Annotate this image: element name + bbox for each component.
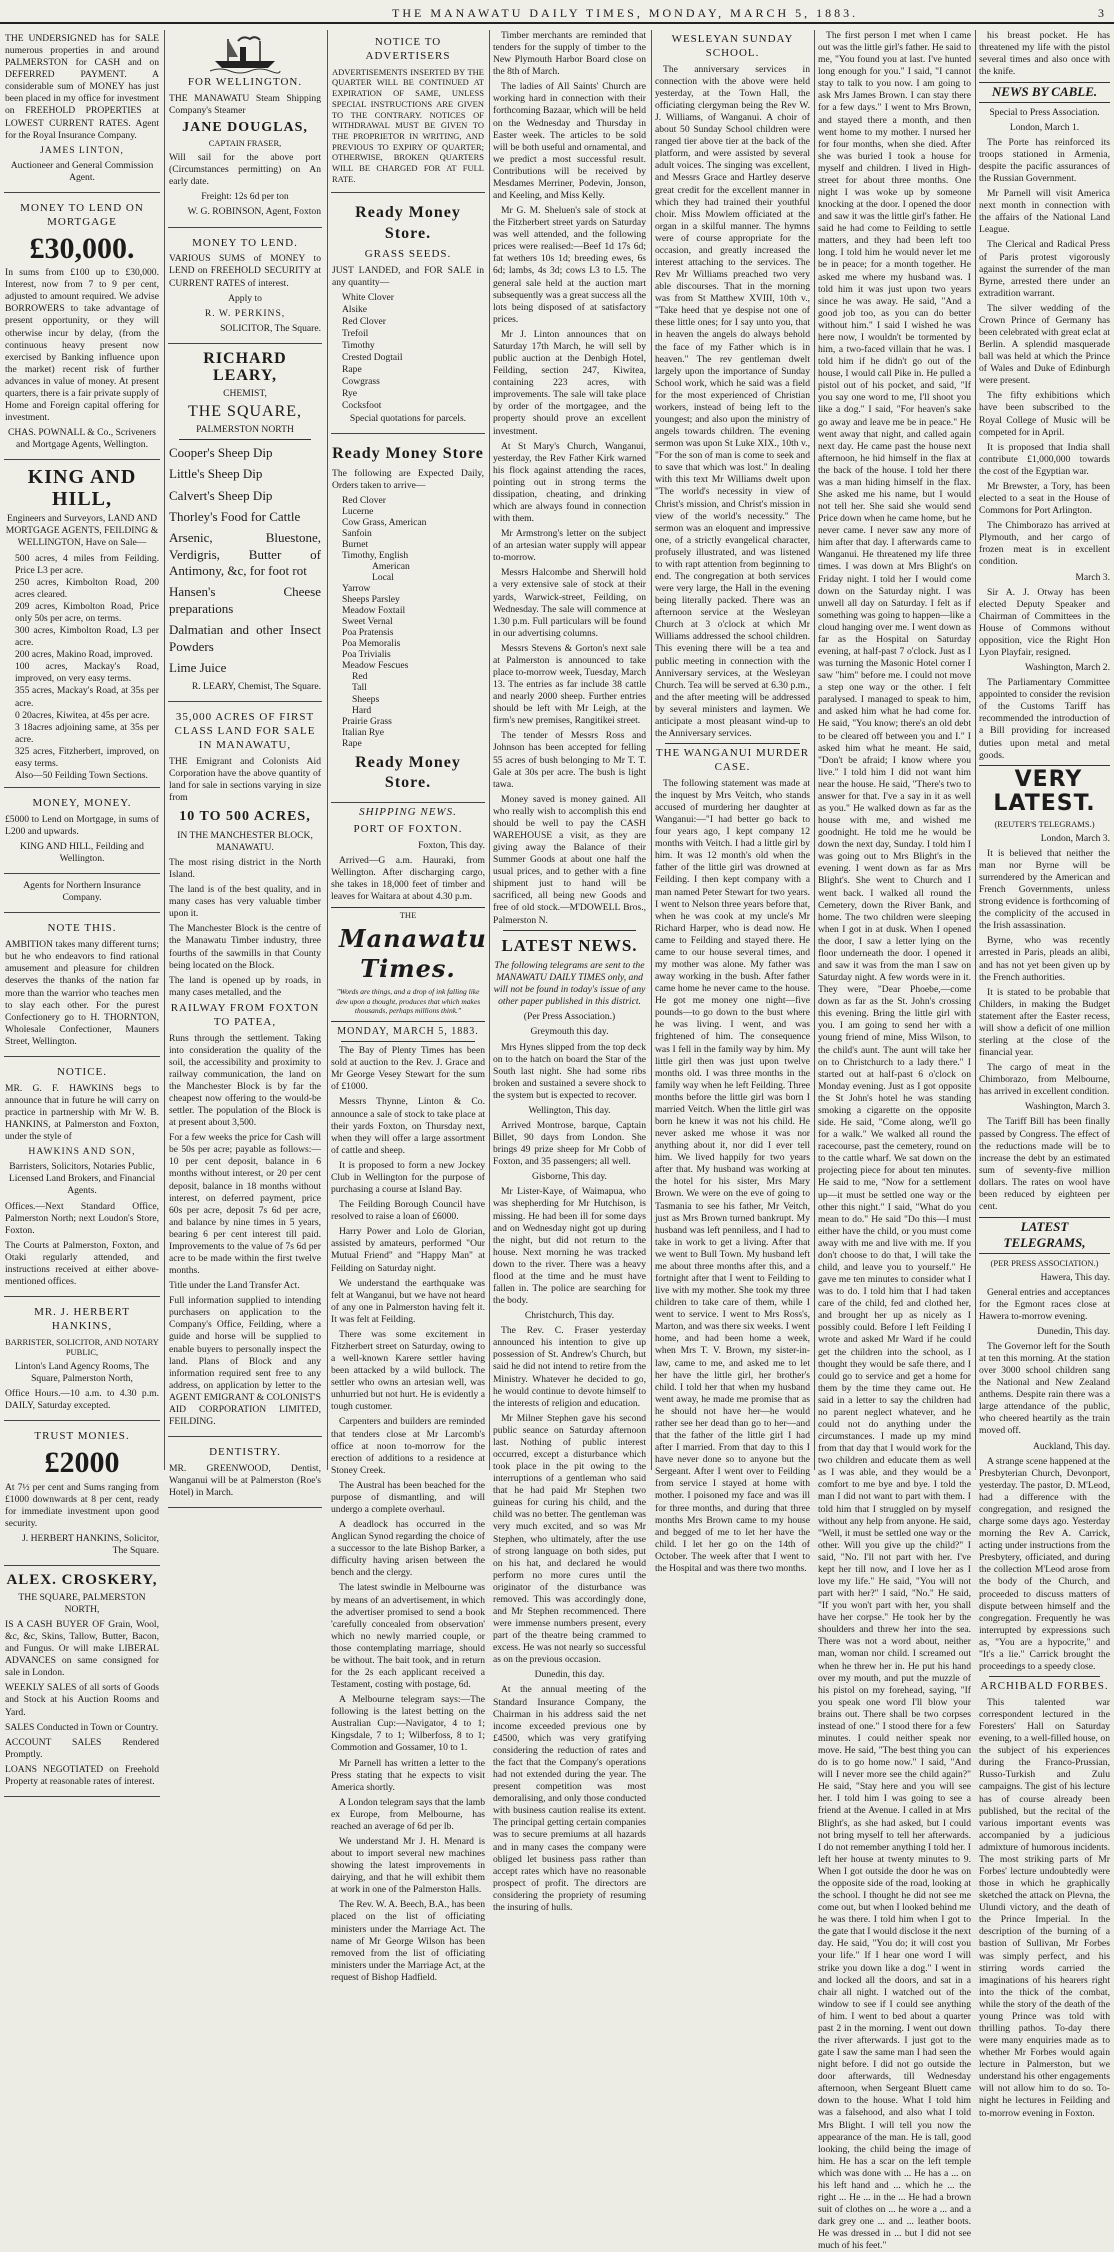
ad-text: The land is of the best quality, and in many cases has very valuable timber upon it. [169,884,321,920]
divider [341,1041,475,1042]
column-rule [651,30,652,1470]
section-heading: WESLEYAN SUNDAY SCHOOL. [671,33,794,59]
dentistry-ad [168,1440,322,1508]
paragraph: A Melbourne telegram says:—The following is the latest betting on the Australian Cup:—Navigator, 4 to 1; Kingsdale, 7 to 1; Wilberfoss, 8 to 1; Commotion and Gossamer, 10 to 1. [331,1694,485,1754]
list-item: Sweet Vernal [342,616,393,628]
paper-nameplate [331,907,485,1021]
list-item: Arsenic, Bluestone, Verdigris, Butter of Antimony, &c, for foot rot [169,530,321,579]
ad-heading: Ready Money Store. [355,204,461,242]
ad-heading: Ready Money Store [332,444,484,462]
ad-text: ADVERTISEMENTS INSERTED BY THE QUARTER WILL BE CONTINUED AT EXPIRATION OF SAME, UNLESS SPECIAL INSTRUCTIONS ARE GIVEN TO THE CONTRARY. NOTICES OF WITHDRAWAL MUST BE GIVEN TO THE PROPRIETOR IN WRITING, AND PREVIOUS TO EXPIRY OF QUARTER; OTHERWISE, BROKEN QUARTERS WILL BE CHARGED FOR AT FULL RATE. [332,66,484,184]
steamer-ad [168,30,322,228]
trust-ad [4,1424,160,1566]
ad-text: Title under the Land Transfer Act. [169,1280,300,1292]
list-item: Lucerne [342,505,374,517]
divider [179,439,311,440]
ad-text: Will sail for the above port (Circumstances permitting) on An early date. [169,152,321,188]
section-subheading: Special to Press Association. [989,106,1100,118]
list-item: Rape [342,737,362,749]
list-item: Hansen's Cheese preparations [169,584,321,616]
ad-heading: MR. J. HERBERT HANKINS, [34,1306,130,1332]
grass-seeds-ad [331,196,485,433]
dateline: Washington, March 2. [1024,662,1110,674]
ad-heading: MONEY TO LEND. [192,236,298,249]
column-rule [164,30,165,1470]
money-lend-ad [168,231,322,344]
list-item: White Clover [342,291,394,303]
money-ad [4,791,160,874]
section-subheading: (PER PRESS ASSOCIATION.) [990,1257,1099,1268]
section-heading: THE WANGANUI MURDER CASE. [655,747,810,773]
list-item: Cocksfoot [342,400,382,412]
paragraph: The Bay of Plenty Times has been sold at auction to the Rev. J. Grace and Mr George Vesey Stewart for the sum of £1000. [331,1045,485,1093]
ad-text: LOANS NEGOTIATED on Freehold Property at reasonable rates of interest. [5,1763,159,1787]
ad-text: Linton's Land Agency Rooms, The Square, Palmerston North, [15,1361,149,1385]
paragraph: Messrs Stevens & Gorton's next sale at Palmerston is announced to take place to-morrow week, Tuesday, March 13. The entries as far include 38 cattle and nearly 2000 sheep. Further entries should be left with Mr Leigh, at the firm's new premises, Rangitikei street. [493,642,646,727]
paragraph: Carpenters and builders are reminded that tenders close at Mr Larcomb's office at noon to-morrow for the erection of additions to a residence at Stoney Creek. [331,1416,485,1476]
section-heading: ARCHIBALD FORBES. [980,1680,1109,1693]
list-item: Sanfoin [342,528,372,540]
hankins-ad [4,1300,160,1421]
list-item: Local [372,572,394,584]
ad-text: Office Hours.—10 a.m. to 4.30 p.m. DAILY, Saturday excepted. [5,1388,159,1412]
paragraph: Arrived Montrose, barque, Captain Billet, 90 days from London. She brings 49 prize sheep for Mr Cobb of Foxton, and 35 passengers; all well. [493,1119,646,1168]
list-item: Meadow Fescues [342,660,409,672]
list-item: Sheeps [352,693,380,705]
section-subheading: PORT OF FOXTON. [353,822,463,835]
paragraph: Messrs Thynne, Linton & Co. announce a sale of stock to take place at their yards Foxton, on Thursday next, when they will offer a large assortment of cattle and sheep. [331,1096,485,1156]
ad-subheading: IN THE MANCHESTER BLOCK, MANAWATU. [177,829,313,853]
paragraph: The ladies of All Saints' Church are working hard in connection with their forthcoming Bazaar, which will be held on the Wednesday and Thursday in Easter week. The articles to be sold will be both useful and ornamental, and we predict a most successful result. Contributions will be received by Mesdames Merriner, Podevin, Jonson, and Keeling, and Miss Kelly. [493,81,646,202]
paragraph: The tender of Messrs Ross and Johnson has been accepted for felling 55 acres of bush belonging to Mr T. T. Gale at 30s per acre. The bush is light tawa. [493,730,646,790]
column-6 [818,30,971,2252]
dateline: Christchurch, This day. [524,1310,615,1322]
section-heading: VERY LATEST. [979,765,1110,816]
section-heading: NEWS BY CABLE. [979,82,1110,102]
dateline: Washington, March 3. [1024,1101,1110,1113]
mortgage-ad [4,196,160,460]
list-item: Little's Sheep Dip [169,466,263,482]
ad-text: At 7½ per cent and Sums ranging from £1000 downwards at 8 per cent, ready for immediate investment upon good security. [5,1481,159,1530]
king-hill-ad [4,463,160,788]
column-7 [979,30,1110,2119]
nameplate-motto: "Words are things, and a drop of ink falling like dew upon a thought, produces that which makes thousands, perhaps millions think." [335,987,481,1016]
list-item: Yarrow [342,583,371,595]
ad-firm: HAWKINS AND SON, [28,1146,136,1158]
list-item: 100 acres, Mackay's Road, improved, on very easy terms. [15,661,159,685]
paragraph: Mr Armstrong's letter on the subject of an artesian water supply will appear to-morrow. [493,528,646,564]
dateline: London, March 3. [1040,832,1110,844]
list-item: Trefoil [342,328,369,340]
column-rule [327,30,328,1470]
column-rule [489,30,490,1470]
ship-captain: CAPTAIN FRASER, [208,138,282,149]
ad-amount: £30,000. [29,231,135,265]
column-3 [331,30,487,1983]
list-item: 0 20acres, Kiwitea, at 45s per acre. [15,709,150,721]
divider [665,743,800,744]
list-item: Rye [342,388,358,400]
paragraph: This talented war correspondent lectured in the Foresters' Hall on Saturday evening, to a well-filled house, on the subject of his experiences during the Franco-Prussian, Russo-Turkish and Zulu campaigns. The gist of his lecture has of course already been published, but the recital of the various important events was accompanied by a judicious admixture of humorous incidents. The most striking parts of Mr Forbes' lecture undoubtedly were those in which he graphically sketched the attack on Plevna, the Ulundi victory, and the death of the Prince Imperial. In the description of the burning of a bastion of Sullivan, Mr Forbes was simply perfect, and his stirring words carried the imaginations of his hearers right into the thick of the combat, while the story of the death of the young Prince was told with thrilling pathos. To-day there were many enquiries made as to whether Mr Forbes would again lecture in Palmerston, but we understand his other engagements will not allow him to do so. To-night he lectures in Feilding and to-morrow evening in Foxton. [979,1696,1110,2119]
ad-text: The Manchester Block is the centre of the Manawatu Timber industry, three fourths of the sawmills in that County being located on the Block. [169,923,321,971]
ad-amount: £2000 [44,1446,120,1480]
paragraph: his breast pocket. He has threatened my life with the pistol several times and also once with the knife. [979,30,1110,78]
steamship-icon [210,33,280,73]
ad-firm: CHAS. POWNALL & Co., Scriveners and Mortgage Agents, Wellington. [7,427,157,451]
section-heading: LATEST NEWS. [501,935,638,955]
page-number: 3 [1098,6,1104,20]
ad-name: JAMES LINTON, [40,144,124,156]
dateline: Wellington, This day. [528,1104,611,1116]
ad-name: R. W. PERKINS, [204,307,286,319]
paragraph: The Tariff Bill has been finally passed by Congress. The effect of the reductions made will be to increase the debt by an estimated sum of seventy-five million dollars. The rates on wool have been reduced by eighteen per cent. [979,1116,1110,1213]
paragraph: Harry Power and Lolo de Glorian, assisted by amateurs, performed "Our Mutual Friend" and "Happy Man" at Feilding on Saturday night. [331,1226,485,1274]
ad-subheading: BARRISTER, SOLICITOR, AND NOTARY PUBLIC, [5,1336,159,1358]
dateline: Dunedin, This day. [1037,1325,1110,1337]
list-item: Thorley's Food for Cattle [169,508,301,524]
list-item: 355 acres, Mackay's Road, at 35s per acre. [15,685,159,709]
paragraph: The Porte has reinforced its troops stationed in Armenia, despite the pacific assurances of the Russian Government. [979,136,1110,185]
paragraph: Byrne, who was recently arrested in Paris, pleads an alibi, and has not yet been given up by the French authorities. [979,935,1110,983]
paragraph: The Rev. W. A. Beech, B.A., has been placed on the list of officiating ministers under the Marriage Act. The name of Mr George Wilson has been removed from the list of officiating ministers under the Marriage Act, at the request of Bishop Hadfield. [331,1899,485,1983]
list-item: 300 acres, Kimbolton Road, L3 per acre. [15,625,159,649]
column-5 [655,30,810,1574]
ad-text: Full information supplied to intending purchasers on application to the Company's Office, Feilding, where a guide and horse will be supplied to enable buyers to personally inspect the land. Plans of Block and any information required sent free to any address, on application by letter to the AGENT EMIGRANT & COLONIST'S AID CORPORATION LIMITED, FEILDING. [169,1295,321,1428]
dateline: March 3. [1075,571,1110,583]
paragraph: Mr Milner Stephen gave his second public seance on Saturday afternoon last. Nothing of public interest occurred, except a disturbance which took place in the pit owing to the interruptions of a gentleman who said that he had paid Mr Stephen two guineas for curing his child, and the child was no better. The gentleman was very much excited, and so was Mr Stephen, who ultimately, after the use of strong language on both sides, put on his hat, and declared he would perform no more cures until the originator of the disturbance was removed. This was accordingly done, and Mr Stephen recommenced. There were immense numbers present, every part of the theatre being crammed to excess. He was not nearly so successful as on the previous occasion. [493,1412,646,1666]
paragraph: Timber merchants are reminded that tenders for the supply of timber to the New Plymouth Harbor Board close on the 8th of March. [493,30,646,78]
ad-heading: 35,000 ACRES OF FIRST CLASS LAND FOR SALE IN MANAWATU, [174,711,316,752]
section-subheading: (Per Press Association.) [523,1011,616,1023]
ad-heading: NOTE THIS. [47,922,117,935]
list-item: Poa Pratensis [342,627,394,639]
ad-text: Agents for Northern Insurance Company. [23,880,141,904]
paragraph: The latest swindle in Melbourne was by means of an advertisement, in which the advertiser promised to send a book 'carefully concealed from observation' which no newly married couple, or those contemplating marriage, should be without. The bait took, and in return for the 2s each applicant received a Testament, costing with postage, 6d. [331,1582,485,1691]
dateline: Greymouth this day. [530,1026,609,1038]
paragraph: Money saved is money gained. All who really wish to accomplish this end should be well to pay the CASH WAREHOUSE a visit, as they are giving away the Balance of their Summer Goods at about one half the usual prices, and to gether with a fine shipment just to hand will be sacrificed, all being new Goods and free of old stock.—M'DOWELL Bros., Palmerston N. [493,793,646,926]
list-item: American [372,561,410,573]
paragraph: A strange scene happened at the Presbyterian Church, Devonport, yesterday. The pastor, D. M'Leod, had a difference with the congregation, and resigned the charge some days ago. Yesterday morning the Rev A. Carrick, acting under instructions from the Presbytery, officiated, and during the collection M'Leod arose from the body of the Church, and proceeded to discuss matters of dispute between himself and the congregation. Frequently he was interrupted by expressions such as, "You are a hypocrite," and "It's a lie." Carrick brought the proceedings to a speedy close. [979,1455,1110,1672]
paragraph: The anniversary services in connection with the above were held yesterday, at the Town Hall, the officiating clergyman being the Rev W. J. Williams, of Wanganui. A choir of about 50 Sunday School children were ranged tier above tier at the back of the platform, and were assisted by several adult voices. The singing was excellent, and Messrs Grace and Hartley deserve great credit for the excellent manner in which they had trained their youthful choir. Miss Mowlem officiated at the organ in a skilful manner. The hymns were of course appropriate for the occasion, and greatly increased the interest attaching to the services. The Rev Mr Williams preached two very able discourses. That in the morning was from St Matthew XVIII, 10th v., "Take heed that ye despise not one of these little ones; for I say unto you, that in heaven the angels do always behold the face of my Father which is in heaven." The rev gentleman dwelt largely upon the importance of Sunday School work, which he said was a field for the most experienced of Christian workers, instead of being left to the youngest; and also upon the ministry of angels towards children. The evening sermon was upon St Luke XIX., 10th v., "For the son of man is come to seek and to save that which was lost." In dealing with this text Mr Williams dwelt upon "The world's necessity in view of Christ's mission, and Christ's mission in view of the world's necessity." The sermon was an eloquent and impressive one, of a strictly evangelical character, profusely illustrated, and was listened to with rapt attention from beginning to end. The congregation at both services were very large, the Hall in the evening being literally packed. There was an afternoon service at the Wesleyan Church at 3 o'clock at which Mr Williams addressed the school children. This evening there will be a tea and public meeting in connection with the Anniversary services, at the Wesleyan Church. Tea will be served at 6.30 p.m., and the after meeting will be addressed by several ministers and laymen. We anticipate a most pleasant wind-up to the Anniversary services. [655,63,810,740]
divider [503,930,636,931]
paragraph: The Parliamentary Committee appointed to consider the revision of the Customs Tariff has recommended the introduction of a Bill providing for increased duties upon metal and metal goods. [979,677,1110,761]
ad-text: Apply to [228,292,262,304]
ad-text: SALES Conducted in Town or Country. [5,1721,159,1733]
paragraph: The Austral has been beached for the purpose of dismantling, and will undergo a complete overhaul. [331,1479,485,1515]
ad-text: IS A CASH BUYER OF Grain, Wool, &c, &c, Skins, Tallow, Butter, Bacon, and Fungus. Or will make LIBERAL ADVANCES on same consigned for sale in London. [5,1618,159,1679]
list-item: Cooper's Sheep Dip [169,444,273,460]
linton-ad [4,30,160,193]
paragraph: Sir A. J. Otway has been elected Deputy Speaker and Chairman of Committees in the House of Commons without opposition, vice the Right Hon Lyon Playfair, resigned. [979,586,1110,658]
ad-text: SOLICITOR, The Square. [220,322,321,334]
paragraph: Arrived—G a.m. Hauraki, from Wellington. After discharging cargo, she takes in 18,000 feet of timber and leaves for Waitara at about 4.30 p.m. [331,854,485,903]
list-item: 209 acres, Kimbolton Road, Price only 50s per acre, on terms. [15,600,159,624]
expected-seeds-ad [331,437,485,803]
list-item: Poa Trivialis [342,649,391,661]
ad-text: The land is opened up by roads, in many cases metalled, and the [169,974,321,998]
ad-text: THE MANAWATU Steam Shipping Company's Steamer [169,92,321,116]
ad-text: For a few weeks the price for Cash will be 50s per acre; payable as follows:—10 per cent deposit, balance in 6 months without interest, or 20 per cent deposit, balance in 18 months without interest, on deferred payment, price 60s per acre, deposit 7s 6d per acre, and balance by nine times in 5 years, bearing 6 per cent interest till paid. Improvements to the value of 7s 6d per acre to be made within the first twelve months. [169,1132,321,1277]
masthead-title: THE MANAWATU DAILY TIMES, MONDAY, MARCH 5, 1883. [392,6,859,20]
paragraph: The Feilding Borough Council have resolved to raise a loan of £6000. [331,1199,485,1223]
ad-text: Special quotations for parcels. [349,412,467,424]
ad-text: The following are Expected Daily, Orders taken to arrive— [332,467,484,491]
nameplate-title: Manawatu Times. [339,923,487,984]
list-item: Lime Juice [169,659,227,675]
dateline: Dunedin, this day. [534,1669,605,1681]
dateline: Foxton, This day. [418,839,485,851]
paragraph: The Clerical and Radical Press of Paris protest vigorously against the surrender of the man Byrne, arrested there under an extradition warrant. [979,239,1110,299]
list-item: Cow Grass, American [342,517,427,529]
ad-heading: TRUST MONIES. [34,1430,130,1443]
paragraph: A deadlock has occurred in the Anglican Synod regarding the choice of a successor to the late Bishop Barker, a difficulty having arisen between the bench and the clergy. [331,1519,485,1579]
ad-heading: ALEX. CROSKERY, [6,1572,158,1589]
ad-text: In sums from £100 up to £30,000. Interest, now from 7 to 9 per cent, adjusted to amount required. We advise BORROWERS to take advantage of present opportunity, or they will otherwise incur by delay, (from the continuous heavy present now exercised by Banking influence upon the market) recent risk of further advances in value of money. At present quarters, there is a fair private supply of Home and Foreign capital offering for investment. [5,267,159,424]
list-item: Sheeps Parsley [342,594,400,606]
paragraph: Mr G. M. Sheluen's sale of stock at the Fitzherbert street yards on Saturday was well attended, and the following prices were realised:—Beef 1d 17s 6d; fat wethers 10s 1d; breeding ewes, 6s 6d; lambs, 4s 3d; cows L3 to L5. The general sale held at the auction mart subsequently was a great success all the lots being disposed of at satisfactory prices. [493,205,646,325]
note-this-ad [4,916,160,1057]
ad-text: Barristers, Solicitors, Notaries Public, Licensed Land Brokers, and Financial Agents. [8,1161,156,1197]
issue-date: MONDAY, MARCH 5, 1883. [337,1025,479,1037]
ad-heading: MONEY TO LEND ON MORTGAGE [20,201,144,228]
ad-text: The most rising district in the North Island. [169,857,321,881]
list-item: Crested Dogtail [342,352,403,364]
list-item: Alsike [342,303,368,315]
paragraph: General entries and acceptances for the Egmont races close at Hawera to-morrow evening. [979,1286,1110,1322]
ship-name: JANE DOUGLAS, [182,120,308,136]
paragraph: It is believed that neither the man nor Byrne will be surrendered by the American and French Governments, unless strong evidence is forthcoming of the complicity of the accused in the Irish assassination. [979,847,1110,932]
list-item: 3 18acres adjoining same, at 35s per acre. [15,721,159,745]
paragraph: At St Mary's Church, Wanganui, yesterday, the Rev Father Kirk warned his flock against attending the races, pointing out in strong terms the dissipation, cheating, and drinking which are always found in connection with them. [493,440,646,525]
column-4 [493,30,646,1913]
ad-subheading: PALMERSTON NORTH [196,423,294,435]
ad-heading: MONEY, MONEY. [32,797,132,810]
column-1 [4,30,160,1787]
croskery-ad [4,1569,160,1797]
ad-text: VARIOUS SUMS of MONEY to LEND on FREEHOLD SECURITY at CURRENT RATES of interest. [169,253,321,289]
paragraph: It is proposed that India shall contribute £1,000,000 towards the cost of the Egyptian war. [979,441,1110,477]
section-intro: The following telegrams are sent to the MANAWATU DAILY TIMES only, and will not be found in today's issue of any other paper published in this district. [493,960,646,1008]
list-item: Red Clover [342,494,386,506]
ad-text: MR. G. F. HAWKINS begs to announce that in future he will carry on practice in partnership with Mr W. B. HANKINS, at Palmerston and Foxton, under the style of [5,1082,159,1143]
ad-heading: Ready Money Store. [355,753,461,791]
ad-subheading: THE SQUARE, [187,403,303,421]
ad-text: WEEKLY SALES of all sorts of Goods and Stock at his Auction Rooms and Yard. [5,1682,159,1718]
list-item: Burnet [342,539,369,551]
ad-firm: KING AND HILL, Feilding and Wellington. [20,841,144,865]
masthead [0,4,1114,24]
paragraph: It is stated to be probable that Childers, in making the Budget statement after the Easter recess, will show a deficit of one million sterling at the close of the financial year. [979,986,1110,1059]
ad-heading: FOR WELLINGTON. [187,76,303,88]
hawkins-notice [4,1060,160,1297]
notice-advertisers [331,30,485,193]
list-item: Rape [342,364,362,376]
ad-subheading: RAILWAY FROM FOXTON TO PATEA, [170,1001,320,1028]
ad-heading: DENTISTRY. [209,1446,281,1459]
dateline: Hawera, This day. [1040,1271,1110,1283]
paragraph: There was some excitement in Fitzherbert street on Saturday, owing to a well-known Karere settler having been attacked by a wild bullock. The settler who owns an artesian well, was unhurried but not hurt. He is evidently a tough customer. [331,1328,486,1413]
ad-text: The Courts at Palmerston, Foxton, and Otaki regularly attended, and instructions received at either above-mentioned offices. [5,1239,159,1287]
list-item: 325 acres, Fitzherbert, improved, on easy terms. [15,745,159,769]
ad-title: Auctioneer and General Commission Agent. [10,159,154,183]
divider [989,1676,1100,1677]
ad-subheading: 10 TO 500 ACRES, [179,809,311,825]
ad-subheading: THE SQUARE, PALMERSTON NORTH, [18,1591,146,1615]
list-item: Red [352,671,368,683]
paragraph: A London telegram says that the lamb ex Europe, from Melbourne, has reached an average of 6d per lb. [331,1796,486,1832]
paragraph: We understand Mr J. H. Menard is about to import several new machines showing the latest improvements in dairying, and that he will exhibit them at work in one of the Palmerston Halls. [331,1836,485,1896]
list-item: Timothy, English [342,550,409,562]
paragraph: Mr J. Linton announces that on Saturday 17th March, he will sell by public auction at the Denbigh Hotel, Feilding, section 247, Kiwitea, containing 223 acres, with improvements. The sale will take place by order of the mortgagee, and the property should prove an excellent investment. [493,328,646,437]
ad-firm: R. LEARY, Chemist, The Square. [191,681,321,693]
paragraph: The silver wedding of the Crown Prince of Germany has been celebrated with great eclat at Berlin. A splendid masquerade ball was held at which the Prince of Wales and Duke of Edinburgh were present. [979,302,1110,387]
list-item: Poa Memoralis [342,638,401,650]
paragraph: We understand the earthquake was felt at Wanganui, but we have not heard of any one in Palmerston having felt it. It was felt at Feilding. [331,1277,485,1325]
list-item: Prairie Grass [342,715,392,727]
list-item: Meadow Foxtail [342,605,406,617]
list-item: 250 acres, Kimbolton Road, 200 acres cleared. [15,576,159,600]
ad-text: £5000 to Lend on Mortgage, in sums of L200 and upwards. [5,813,159,837]
land-sale-ad [168,705,322,1437]
list-item: 200 acres, Makino Road, improved. [15,649,153,661]
paragraph: The Chimborazo has arrived at Plymouth, and her cargo of frozen meat is in excellent condition. [979,520,1110,568]
ad-heading: NOTICE TO ADVERTISERS [365,36,451,62]
column-2 [168,30,322,1499]
list-item: Timothy [342,340,375,352]
ad-text: MR. GREENWOOD, Dentist, Wanganui will be at Palmerston (Roe's Hotel) in March. [169,1462,321,1499]
paragraph: The cargo of meat in the Chimborazo, from Melbourne, has arrived in excellent condition. [979,1062,1110,1098]
list-item: Cowgrass [342,376,380,388]
ad-text: JUST LANDED, and FOR SALE in any quantity— [332,264,484,288]
ad-heading: RICHARD LEARY, [203,349,287,385]
ad-subheading: CHEMIST, [223,388,267,400]
agents-ad [4,877,160,913]
ad-text: THE UNDERSIGNED has for SALE numerous properties in and around PALMERSTON for CASH and on DEFERRED PAYMENT. A considerable sum of MONEY has just been placed in my office for investment on FREEHOLD PROPERTIES at LOWEST CURRENT RATES. Agent for the Royal Insurance Company. [5,33,159,141]
list-item: Tall [352,682,367,694]
ad-text: Runs through the settlement. Taking into consideration the quality of the soil, the accessibility and proximity to railway communication, the land on the Manchester Block is by far the cheapest now offering to the would-be settler. The population of the Block is at present about 3,500. [169,1032,321,1129]
nameplate-the: THE [399,910,417,921]
list-item: Also—50 Feilding Town Sections. [15,769,148,781]
list-item: Dalmatian and other Insect Powders [169,622,321,654]
leary-ad [168,347,322,703]
ad-text: AMBITION takes many different turns; but he who endeavors to find rational amusement and pleasure for children deserves the thanks of the nation far more than the warrior who teaches men to slay each other. For the purest Confectionery go to H. THORNTON, Wholesale Confectioner, Mauners Street, Wellington. [5,939,159,1047]
ad-subheading: Engineers and Surveyors, LAND AND MORTGAGE AGENTS, FEILDING & WELLINGTON, Have on Sale— [5,513,159,549]
paragraph: Mr Brewster, a Tory, has been elected to a seat in the House of Commons for Port Arlington. [979,480,1110,517]
ad-firm: J. HERBERT HANKINS, Solicitor, The Square. [22,1533,159,1557]
paragraph: Mr Parnell has written a letter to the Press stating that he expects to visit America shortly. [331,1757,485,1793]
paragraph: Mr Lister-Kaye, of Waimapua, who was shepherding for Mr Hutchison, is missing. He had been ill for some days and on Wednesday night got up during the night, but did not return to the house. Next morning he was tracked down to the river. There was a heavy flood at the time and he must have fallen in. The police are searching for the body. [493,1186,646,1307]
paragraph: The Rev. C. Fraser yesterday announced his intention to give up possession of St. Andrew's Church, but said he did not intend to retire from the Ministry. Whatever he decided to go, he would continue to devote himself to the interests of religion and education. [493,1325,646,1409]
list-item: Italian Rye [342,726,384,738]
paragraph: The following statement was made at the inquest by Mrs Veitch, who stands accused of murdering her daughter at Wanganui:—"I had better go back to four years ago, I kept company 12 months with Veitch. I had a little girl by him. It was 12 month's old when the father of the little girl was drowned at Feilding. I then kept company with a man named Peter Stewart for two years. I went to Nelson three years before that, when he was cook at my uncle's Mr Richard Harper, who is dead now. He came to Feilding and stayed there. He came to our house several times, and my mother was alone. My father was away working in the bush. After father came home he never came to the house. He got me money one night—five pounds—to go down to the bust where he was living. I went, and was frightened of him. The consequence was I fell in the family way by him. My little girl then was just upon twelve months old. I was three months in the family way when he left Feilding. Three months before the little girl was born I married Veitch. When the little girl was born he knew it was not his child. He never asked me whose it was nor anything about it, nor did I ever tell him. We lived happily for two years after that. My husband was working at the hotel for his sister, Mrs Mary Brown. We were on the eve of going to Tasmania to see his father, Mr Veitch, just as Mrs Brown turned bankrupt. My husband was left penniless, and I had to take in work to get a living. After that we went to Bull Town. My husband left me about three months after this, and a fortnight after that I went to Feilding to live with my mother. She took my three children to take care of them, while I went to service. I went to Mrs Ross's, Marton, and was there six weeks. I went home, and had been home a week, when Mrs T. V. Brown, my sister-in-law, came to me, and asked me to let her have the little girl, her brother's child. I told her that when my husband went away, he made me promise that as he should not have her—he would rather see her dead than go to her—and that the father of the little girl I had after I married. From that day to this I have never done so to anyone but the Sergeant. After I went over to Feilding from service I stayed at home with mother. I poisoned my face and was ill for three months, and during that three months Mrs Brown came to my house and begged of me to let her have the child. I let her go on the 14th of October. The week after that I went to the Hospital and was there two months. [655,777,810,1574]
paragraph: Mrs Hynes slipped from the top deck on to the hatch on board the Star of the South last night. She had some ribs broken and sustained a severe shock to the system but is expected to recover. [493,1041,646,1101]
column-rule [975,30,976,1470]
paragraph: The fifty exhibitions which have been subscribed to the Royal College of Music will be competed for in April. [979,390,1110,438]
paragraph: The first person I met when I came out was the little girl's father. He said to me, "You found you at last. I've hunted long enough for you." I said, "I cannot stay to talk to you now. I am going to ask Mrs James Brown. I can stay there for a few days." I went to Mrs Brown, and stayed there a month, and then went home to my mother. I nursed her for four months, when she died. After she was buried I took a house for myself and children. I lived in High-street for about three months. One night I was woke up by someone knocking at the door. I opened the door and saw it was the little girl's father. He said he had come to Feilding to settle matters, and they had been left too long. I told him he would never let me be in peace; for a month together. He asked me where my husband was. I told him it was just upon two years since he was away. He said, "And a good job too, as you can do better without him." I said I wished he was here now, I wouldn't be tormented by him, a two-faced villain that he was. I told him if he didn't go out of the house, I would call Pike in. He pulled a pistol out of his pocket, and said, "If you say one word to me, I'll shoot you like a dog." I said, "For heaven's sake go away and leave me be in peace." He went away that night, and called again next day. He came past the house next afternoon, he hid himself in the flax at the back of the house. I told her there was a man hiding himself in the flax. She asked me his name, but I would not tell her. She said she would send Price down when he came home, but he never came. I never saw any more of him after that day. I afterwards came to Wanganui. He threatened my life three times. I was down at Mrs Blight's on Friday night. I told her I would come down on the Saturday night. I was unwell all day on Saturday. I felt as if something was going to happen—like a cloud hanging over me. I went down as far as the Hospital on Saturday evening, at half-past 7 o'clock. Just as I was turning the Masonic Hotel corner I saw "him" before me. I could not move a step one way or the other. I felt paralysed. I managed to speak to him, and asked him what he had come for. He said, "You know; there's an old debt to be cleared off between you and I." I asked him what he meant. He said, "Don't be afraid; I know where you live." I told him I did not want him near the house. He said, "There's two to answer for that. I've a say in it as well as you." He walked down as far as the house with me, and wished me goodnight. He told me he would be down the next day, Sunday. I told him I was going out to Mrs Blight's in the evening. I went down as far as Mrs Blight's. She went to Church and I went back. I walked all round the Cemetery, down the River Bank, and home. The two children were sleeping when I got in at dusk. When I opened the door, I saw a letter lying on the floor underneath the door. I opened it and saw it was from the man I saw on Saturday night. A few words were in it. They were, "Dear Phoebe,—come down as far as the St. John's crossing this evening. Bring the little girl with you. I am going to send her with a young friend of mine, Miss Wilson, to the child's aunt. The aunt will take her on to Christchurch to a lady there." I started out at half-past 6 o'clock on Monday evening. Just as I got opposite the St John's hotel he was standing smoking a cigarette on the opposite side. He said, "Come along, we'll go for a walk." We walked all round the racecourse, past the cemetery, round on to the cattle wharf. We sat down on the projecting piece for about ten minutes. He said to me, "Now for a settlement up—it must be settled one way or the other this night." I said, "What do you mean to do." He said "Do this—I must either have the child, or you must come away with me and live with me. If you don't choose to do that, I will take the child, and leave you to yourself." He gave me ten minutes to consider what I was to do. I told him that I had taken care of the child, fed and clothed her, and brought her up as nicely as I possibly could. Before I left Feilding I wrote and asked Mr Ward if he could get the children into the school, as I thought they would be safe there, and I could go to service and get a home for them by the time they came out. He said in a letter to say the children had no parent neglect whatever, and he could not do anything under the circumstances. I made up my mind from that day that I would work for the two children and educate them as well as I was able, and they would be a comfort to me bye and bye. I told the man I did not want to part with them. I told him that I struggled on by myself without any help from anyone. He said, "Well, it must be settled one way or the other. Will you give up the child?" I said, "No. I'll not part with her. I've kept her till now, and I love her as I love my life." He said, "You will not part with her?" I said, "No." He said, "If you won't part with her, you shall have her corpse." He took her by the shoulders and threw her into the sea. There was not a word about, neither man, woman nor child. I screamed out when he threw her in. He put his hand over my mouth, and put the muzzle of his pistol on my forehead, saying, "If you speak one word I'll blow your brains out. There shall be two corpses instead of one." I stood there for a few minutes. I could neither speak nor move. He said, "The best thing you can do is to go home now." I said, "And will I never more see the child again?" He said, "Stay here and you will see her. I told him I was going to see a friend at the Avenue. I called in at Mrs Blight's, as she had asked, but I could not bring myself to tell her afterwards. I do not remember anything I told her. I left her house at twenty minutes to 9. When I got outside the door he was on the opposite side of the road, looking at the school. I thought he did not see me come out, but when I looked behind me he was there. I told him when I got to the gate that I would disclose it the next day. He said, "You do; it will cost you your life." If I hear one word I will strike you down like a dog." I went in and locked all the doors, and sat in a chair all night. I watched out of the window to see if I could see anything of him. I went to bed about a quarter past 2 in the morning. I went out down the river afterwards. I just got to the gate I saw the same man I had seen the night before. I did not go outside the door afterwards, till Wednesday afternoon, when Sergeant Bluett came down to the house. What I told him was a falsehood, and also what I told Mrs Blight. I will tell you now the appearance of the man. He is tall, good looking, the child being the image of him. He has a scar on the left temple which was done with ... He has a ... on his left hand and ... which he ... the right ... He ... in the ... He had a brown suit of clothes on ... he wore a ... and a dark grey one ... and ... leather boots. He was dressed in ... but I did not see much of his feet." [818,30,971,2252]
dateline: Gisborne, This day. [532,1171,607,1183]
ad-text: Offices.—Next Standard Office, Palmerston North; next Loudon's Store, Foxton. [5,1200,159,1236]
ad-text: Freight: 12s 6d per ton [201,191,289,203]
ad-subheading: GRASS SEEDS. [364,247,452,260]
list-item: Calvert's Sheep Dip [169,487,273,503]
ad-text: THE Emigrant and Colonists Aid Corporation have the above quantity of land for sale in sections varying in size from [169,755,321,804]
ad-firm: W. G. ROBINSON, Agent, Foxton [187,206,321,218]
paragraph: The Governor left for the South at ten this morning. At the station over 3000 school children sang the National and New Zealand anthems. Despite rain there was a large attendance of the public, who cheered heartily as the train moved off. [979,1340,1110,1437]
section-subheading: (REUTER'S TELEGRAMS.) [994,819,1095,830]
paragraph: It is proposed to form a new Jockey Club in Wellington for the purpose of purchasing a course at Island Bay. [331,1159,485,1196]
ad-text: ACCOUNT SALES Rendered Promptly. [5,1736,159,1760]
section-heading: LATEST TELEGRAMS, [979,1217,1110,1254]
shipping-news [331,806,485,903]
list-item: Hard [352,704,372,716]
dateline: Auckland, This day. [1032,1440,1110,1452]
column-rule [814,30,815,1470]
paragraph: At the annual meeting of the Standard Insurance Company, the Chairman in his address said the net income exceeded previous one by £4500, which was very gratifying considering the reduction of rates and the fact that the Company's operations had not extended during the year. The present competition was most demoralising, and only those conducted with business caution realise its extent. The principal getting certain companies was to secure premiums at all hazards and in many cases the company were obliged let business pass rather than accept rates which have no reasonable prospect of profit. The directors are considering the propriety of resuming the insuring of hulls. [493,1684,646,1913]
paragraph: Messrs Halcombe and Sherwill hold a very extensive sale of stock at their yards, Warwick-street, Feilding, on Wednesday. The sale will commence at 1.30 p.m. Full particulars will be found in our advertising columns. [493,567,646,639]
dateline: London, March 1. [1009,121,1080,133]
ad-heading: KING AND HILL, [27,466,137,511]
ad-heading: NOTICE. [56,1065,108,1078]
paragraph: Mr Parnell will visit America next month in connection with the affairs of the National Land League. [979,188,1110,236]
section-heading: SHIPPING NEWS. [359,805,457,818]
list-item: Red Clover [342,315,386,327]
list-item: 500 acres, 4 miles from Feilding. Price L3 per acre. [15,552,159,576]
